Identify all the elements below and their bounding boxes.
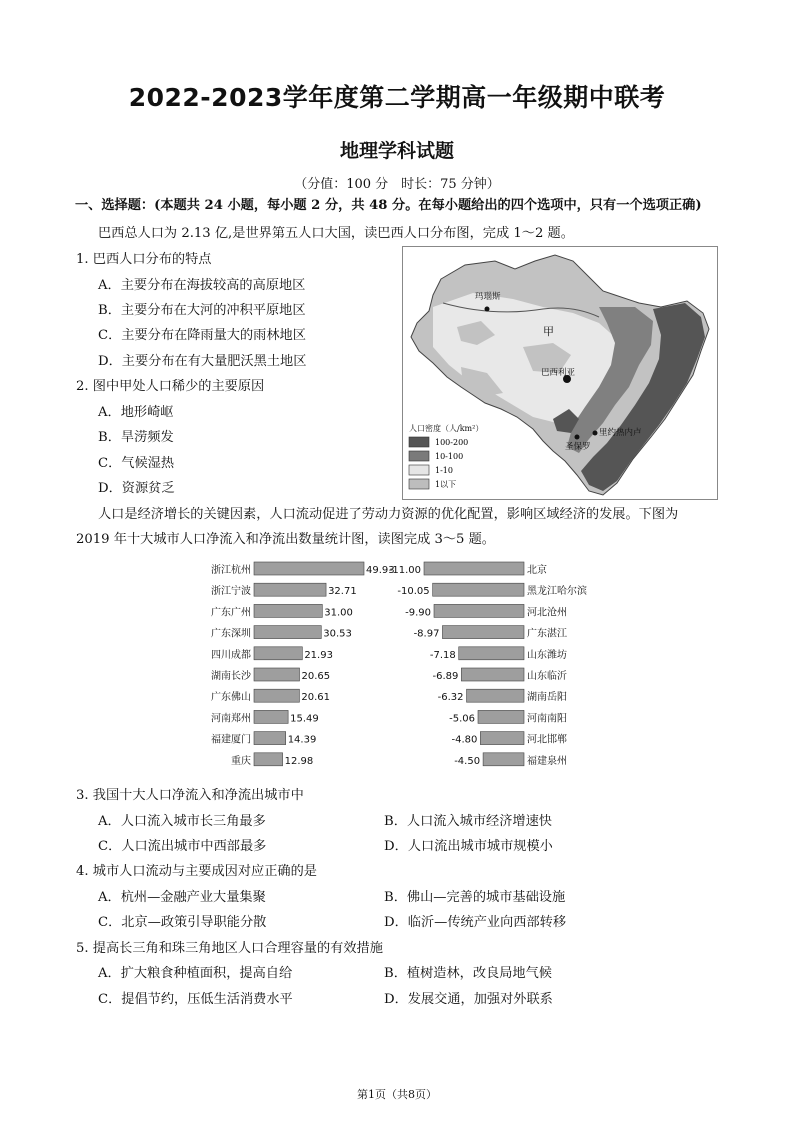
page-title: 2022-2023学年度第二学期高一年级期中联考 <box>128 83 666 112</box>
outflow-city-label: 福建泉州 <box>527 755 567 767</box>
q2-option-d[interactable]: D．资源贫乏 <box>98 481 175 496</box>
inflow-bar <box>254 710 288 723</box>
question-2-stem: 2. 图中甲处人口稀少的主要原因 <box>76 379 265 394</box>
outflow-value-label: -11.00 <box>388 565 421 576</box>
q5-option-a[interactable]: A．扩大粮食种植面积，提高自给 <box>98 966 293 981</box>
inflow-bar <box>254 604 322 617</box>
inflow-city-label: 浙江杭州 <box>211 565 251 576</box>
inflow-city-label: 广东佛山 <box>211 692 251 704</box>
q2-option-a[interactable]: A．地形崎岖 <box>98 405 174 420</box>
subject-title: 地理学科试题 <box>339 140 454 162</box>
outflow-value-label: -5.06 <box>449 713 475 725</box>
outflow-value-label: -10.05 <box>397 586 430 598</box>
inflow-value-label: 14.39 <box>287 734 317 746</box>
inflow-city-label: 河南郑州 <box>211 713 251 725</box>
outflow-value-label: -6.32 <box>437 692 464 704</box>
map-label-manaus: 玛瑙斯 <box>475 292 501 302</box>
outflow-bar <box>433 583 524 596</box>
inflow-value-label: 15.49 <box>290 713 319 725</box>
page-footer: 第1页（共8页） <box>357 1088 437 1101</box>
q1-option-b[interactable]: B．主要分布在大河的冲积平原地区 <box>98 303 306 318</box>
q3-option-d[interactable]: D．人口流出城市城市规模小 <box>384 839 553 854</box>
intro-text-2-line-2: 2019 年十大城市人口净流入和净流出数量统计图，读图完成 3～5 题。 <box>76 532 495 547</box>
outflow-bar <box>442 626 524 639</box>
population-flow-chart <box>196 560 616 774</box>
inflow-bar <box>254 583 326 596</box>
legend-swatch <box>409 465 429 475</box>
outflow-bar <box>467 689 524 702</box>
outflow-value-label: -8.97 <box>413 628 440 640</box>
score-time-line: （分值：100 分 时长：75 分钟） <box>294 177 500 192</box>
inflow-city-label: 重庆 <box>231 755 251 767</box>
inflow-value-label: 12.98 <box>284 755 314 767</box>
outflow-city-label: 湖南岳阳 <box>527 692 567 704</box>
inflow-value-label: 32.71 <box>328 586 357 598</box>
outflow-value-label: -4.50 <box>454 755 481 767</box>
q2-option-b[interactable]: B．旱涝频发 <box>98 430 174 445</box>
legend-label: 10-100 <box>435 452 464 461</box>
inflow-bar <box>254 647 302 660</box>
q4-option-a[interactable]: A．杭州—金融产业大量集聚 <box>98 890 266 905</box>
inflow-value-label: 49.93 <box>366 565 395 576</box>
outflow-bar <box>434 604 524 617</box>
outflow-bar <box>461 668 524 681</box>
outflow-bar <box>483 753 524 766</box>
brazil-population-map <box>402 246 718 500</box>
outflow-city-label: 山东潍坊 <box>527 649 567 661</box>
inflow-city-label: 福建厦门 <box>211 734 251 746</box>
question-5-stem: 5. 提高长三角和珠三角地区人口合理容量的有效措施 <box>76 941 383 956</box>
legend-label: 1以下 <box>435 480 457 489</box>
map-label-brasilia: 巴西利亚 <box>541 368 576 378</box>
outflow-value-label: -6.89 <box>432 671 459 682</box>
q5-option-c[interactable]: C．提倡节约，压低生活消费水平 <box>98 992 293 1007</box>
inflow-value-label: 20.61 <box>301 692 331 704</box>
inflow-value-label: 31.00 <box>324 607 353 619</box>
inflow-city-label: 广东广州 <box>211 607 251 619</box>
q3-option-c[interactable]: C．人口流出城市中西部最多 <box>98 839 267 854</box>
outflow-city-label: 河北邯郸 <box>527 734 567 746</box>
inflow-city-label: 四川成都 <box>211 649 251 661</box>
question-1-stem: 1. 巴西人口分布的特点 <box>76 252 212 267</box>
outflow-bar <box>459 647 524 660</box>
inflow-city-label: 浙江宁波 <box>211 586 251 598</box>
outflow-bar <box>478 710 524 723</box>
outflow-value-label: -4.80 <box>451 734 478 746</box>
section-header: 一、选择题：(本题共 24 小题，每小题 2 分，共 48 分。在每小题给出的四个选项中，只有一个选项正确) <box>75 198 702 213</box>
q3-option-a[interactable]: A．人口流入城市长三角最多 <box>98 814 266 829</box>
q4-option-b[interactable]: B．佛山—完善的城市基础设施 <box>384 890 566 905</box>
outflow-city-label: 河北沧州 <box>527 607 567 619</box>
outflow-city-label: 黑龙江哈尔滨 <box>527 586 587 598</box>
outflow-city-label: 广东湛江 <box>527 628 567 640</box>
outflow-value-label: -9.90 <box>405 607 431 619</box>
q5-option-b[interactable]: B．植树造林，改良局地气候 <box>384 966 552 981</box>
inflow-bar <box>254 668 299 681</box>
q1-option-a[interactable]: A．主要分布在海拔较高的高原地区 <box>98 278 306 293</box>
map-label-saopaulo: 圣保罗 <box>565 442 591 452</box>
q3-option-b[interactable]: B．人口流入城市经济增速快 <box>384 814 552 829</box>
intro-text-2-line-1: 人口是经济增长的关键因素，人口流动促进了劳动力资源的优化配置，影响区域经济的发展。下图为 <box>98 507 679 522</box>
inflow-bar <box>254 689 299 702</box>
inflow-city-label: 广东深圳 <box>211 628 251 640</box>
inflow-value-label: 21.93 <box>304 649 333 661</box>
inflow-city-label: 湖南长沙 <box>211 671 251 682</box>
legend-title: 人口密度（人/km²） <box>409 424 484 433</box>
inflow-bar <box>254 626 321 639</box>
inflow-bar <box>254 732 286 745</box>
outflow-value-label: -7.18 <box>429 649 456 661</box>
outflow-bar <box>480 732 524 745</box>
legend-swatch <box>409 479 429 489</box>
intro-text-1: 巴西总人口为 2.13 亿,是世界第五人口大国，读巴西人口分布图，完成 1～2 题。 <box>98 226 574 241</box>
question-4-stem: 4. 城市人口流动与主要成因对应正确的是 <box>76 864 317 879</box>
q2-option-c[interactable]: C．气候湿热 <box>98 456 175 471</box>
map-label-rio: 里约热内卢 <box>599 428 642 438</box>
inflow-bar <box>254 753 283 766</box>
legend-swatch <box>409 437 429 447</box>
question-3-stem: 3. 我国十大人口净流入和净流出城市中 <box>76 788 304 803</box>
q5-option-d[interactable]: D．发展交通，加强对外联系 <box>384 992 553 1007</box>
inflow-value-label: 20.65 <box>301 671 331 682</box>
outflow-city-label: 河南南阳 <box>527 713 567 725</box>
legend-label: 1-10 <box>435 466 453 475</box>
map-label-jia: 甲 <box>543 325 554 338</box>
outflow-bar <box>424 562 524 575</box>
outflow-city-label: 山东临沂 <box>527 671 567 682</box>
outflow-city-label: 北京 <box>527 565 547 576</box>
q4-option-d[interactable]: D．临沂—传统产业向西部转移 <box>384 915 567 930</box>
inflow-value-label: 30.53 <box>323 628 352 640</box>
q1-option-d[interactable]: D．主要分布在有大量肥沃黑土地区 <box>98 354 307 369</box>
q4-option-c[interactable]: C．北京—政策引导职能分散 <box>98 915 267 930</box>
q1-option-c[interactable]: C．主要分布在降雨量大的雨林地区 <box>98 328 306 343</box>
inflow-bar <box>254 562 364 575</box>
legend-swatch <box>409 451 429 461</box>
legend-label: 100-200 <box>435 438 469 447</box>
